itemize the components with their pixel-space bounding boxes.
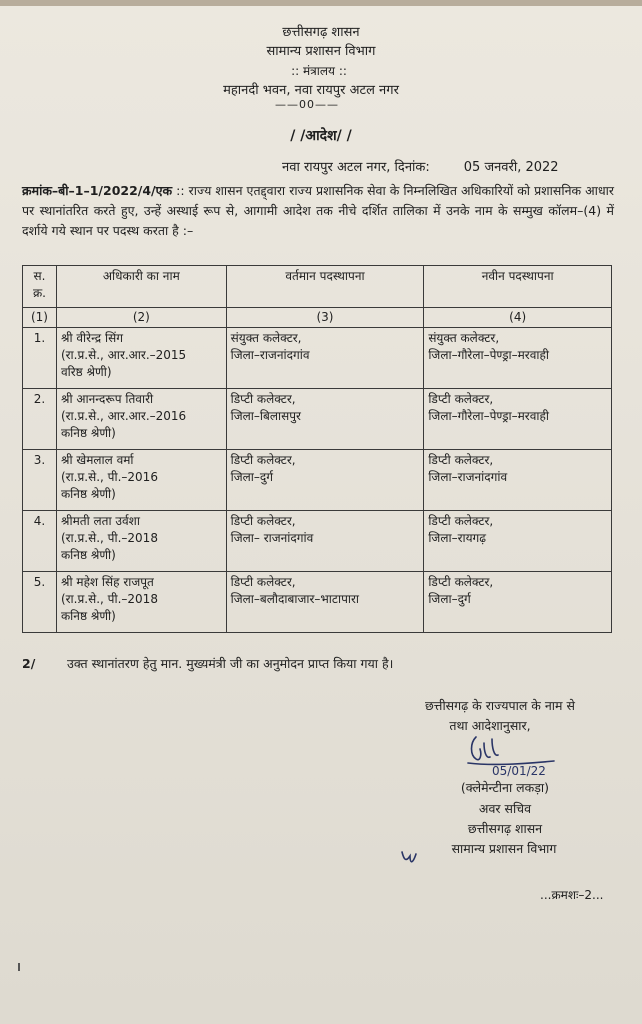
new-district: जिला–रायगढ़ [428,531,487,545]
cell-new-posting [424,572,612,633]
cell-serial: 2. [23,389,57,450]
col-number-2: (2) [56,308,226,328]
new-district: जिला–गौरेला–पेण्ड्रा–मरवाही [428,409,549,423]
cell-officer-name [56,511,226,572]
officer-name: श्री वीरेन्द्र सिंग [60,331,123,345]
header-divider: ——00—— [275,98,339,111]
officer-grade: कनिष्ठ श्रेणी) [60,609,116,623]
note-number: 2/ [22,656,36,671]
table-column-number-row [23,308,612,328]
signature-authority-line: छत्तीसगढ़ के राज्यपाल के नाम से [425,698,575,713]
new-designation: संयुक्त कलेक्टर, [428,331,500,345]
cell-current-posting [226,511,424,572]
col-header-current-posting: वर्तमान पदस्थापना [226,266,424,308]
cell-officer-name [56,328,226,389]
officer-grade: कनिष्ठ श्रेणी) [60,487,116,501]
officer-grade: कनिष्ठ श्रेणी) [60,548,116,562]
current-district: जिला–दुर्ग [230,470,274,484]
page-top-edge [0,0,642,6]
new-designation: डिप्टी कलेक्टर, [428,575,494,589]
cell-new-posting [424,328,612,389]
current-district: जिला– राजनांदगांव [230,531,314,545]
cell-serial: 1. [23,328,57,389]
signatory-government: छत्तीसगढ़ शासन [467,821,543,836]
header-department: सामान्य प्रशासन विभाग [266,44,376,59]
cell-current-posting [226,450,424,511]
transfer-table [22,265,612,633]
cell-new-posting [424,450,612,511]
officer-name: श्री खेमलाल वर्मा [60,453,134,467]
table-row [23,328,612,389]
order-intro-paragraph [22,181,614,241]
current-district: जिला–राजनांदगांव [230,348,310,362]
dateline-date: 05 जनवरी, 2022 [463,160,559,175]
current-designation: डिप्टी कलेक्टर, [230,453,296,467]
officer-grade: वरिष्ठ श्रेणी) [60,365,112,379]
cell-current-posting [226,328,424,389]
cell-officer-name [56,572,226,633]
cell-current-posting [226,389,424,450]
current-designation: डिप्टी कलेक्टर, [230,514,296,528]
cell-new-posting [424,511,612,572]
dateline-place: नवा रायपुर अटल नगर, दिनांक: [282,160,430,175]
cell-serial: 5. [23,572,57,633]
col-number-3: (3) [226,308,424,328]
new-designation: डिप्टी कलेक्टर, [428,514,494,528]
new-designation: डिप्टी कलेक्टर, [428,453,494,467]
handwritten-initials-icon [398,846,422,870]
table-row [23,511,612,572]
new-district: जिला–राजनांदगांव [428,470,508,484]
col-number-1: (1) [23,308,57,328]
col-header-new-posting: नवीन पदस्थापना [424,266,612,308]
table-row [23,572,612,633]
table-row [23,389,612,450]
signatory-department: सामान्य प्रशासन विभाग [451,841,557,856]
signatory-name: (क्लेमेन्टीना लकड़ा) [460,780,550,795]
col-header-officer-name: अधिकारी का नाम [56,266,226,308]
current-designation: संयुक्त कलेक्टर, [230,331,302,345]
cell-officer-name [56,450,226,511]
note-text: उक्त स्थानांतरण हेतु मान. मुख्यमंत्री जी का अनुमोदन प्राप्त किया गया है। [67,656,394,671]
new-district: जिला–गौरेला–पेण्ड्रा–मरवाही [428,348,549,362]
signature-date: 05/01/22 [492,764,546,778]
current-designation: डिप्टी कलेक्टर, [230,392,296,406]
page-mark [18,963,20,971]
col-header-serial: स. क्र. [23,266,57,308]
officer-service: (रा.प्र.से., पी.–2018 [60,531,158,545]
order-reference-number: क्रमांक–बी–1–1/2022/4/एक [22,183,173,198]
signatory-designation: अवर सचिव [478,801,532,816]
order-title: / /आदेश/ / [290,128,352,144]
signature-order-line: तथा आदेशानुसार, [449,718,531,733]
officer-service: (रा.प्र.से., पी.–2016 [60,470,158,484]
officer-name: श्री महेश सिंह राजपूत [60,575,154,589]
approval-note [22,655,393,672]
cell-officer-name [56,389,226,450]
officer-grade: कनिष्ठ श्रेणी) [60,426,116,440]
cell-current-posting [226,572,424,633]
table-header-row [23,266,612,308]
continued-marker: ...क्रमशः–2... [540,888,604,902]
table-row [23,450,612,511]
current-district: जिला–बिलासपुर [230,409,301,423]
officer-service: (रा.प्र.से., पी.–2018 [60,592,158,606]
current-designation: डिप्टी कलेक्टर, [230,575,296,589]
header-address: महानदी भवन, नवा रायपुर अटल नगर [223,83,399,98]
officer-service: (रा.प्र.से., आर.आर.–2015 [60,348,187,362]
current-district: जिला–बलौदाबाजार–भाटापारा [230,592,360,606]
officer-name: श्री आनन्दरूप तिवारी [60,392,154,406]
header-ministry: :: मंत्रालय :: [291,64,347,78]
new-district: जिला–दुर्ग [428,592,471,606]
cell-serial: 3. [23,450,57,511]
officer-service: (रा.प्र.से., आर.आर.–2016 [60,409,187,423]
handwritten-signature-icon [462,733,562,781]
dateline [282,157,559,175]
officer-name: श्रीमती लता उर्वशा [60,514,140,528]
new-designation: डिप्टी कलेक्टर, [428,392,494,406]
col-number-4: (4) [424,308,612,328]
order-intro-text: :: राज्य शासन एतद्द्वारा राज्य प्रशासनिक सेवा के निम्नलिखित अधिकारियों को प्रशासनिक आधार पर स्थानांतरित करते हुए, उन्हें अस्थाई रूप से, आगामी आदेश तक नीचे दर्शित तालिका में उनके नाम के सम्मुख कॉलम–(4) में दर्शाये गये स्थान पर पदस्थ करता है :– [22,183,614,238]
header-state: छत्तीसगढ़ शासन [282,25,360,40]
cell-new-posting [424,389,612,450]
cell-serial: 4. [23,511,57,572]
